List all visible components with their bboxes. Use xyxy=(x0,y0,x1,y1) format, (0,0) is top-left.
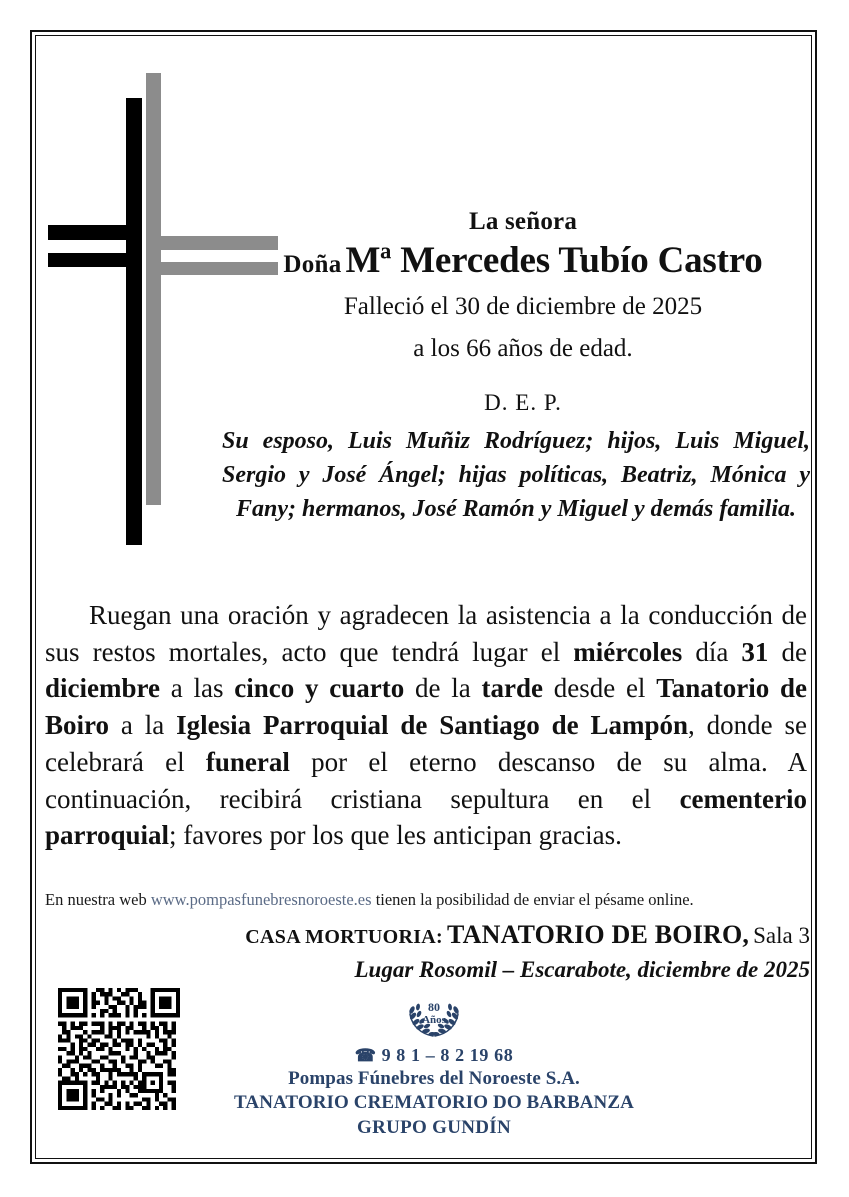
logo-word: Años xyxy=(422,1014,446,1026)
body-part-7: a la xyxy=(109,710,177,741)
mortuary-venue-line xyxy=(45,918,810,951)
laurel-wreath-80-years-icon xyxy=(224,988,644,1044)
phone-number: 9 8 1 – 8 2 19 68 xyxy=(381,1045,514,1065)
facility-name: TANATORIO CREMATORIO DO BARBANZA xyxy=(234,1092,634,1114)
honorific-line: La señora xyxy=(468,208,578,235)
body-part-8: , donde se celebrará el xyxy=(45,710,807,777)
rip-abbreviation: D. E. P. xyxy=(484,390,562,416)
death-date-line: Falleció el 30 de diciembre de 2025 xyxy=(343,292,703,320)
mortuary-place-date: Lugar Rosomil – Escarabote, diciembre de 2025 xyxy=(354,957,810,983)
web-text-after: tienen la posibilidad de enviar el pésame online. xyxy=(371,890,694,909)
mortuary-details xyxy=(45,918,810,985)
mortuary-room: Sala 3 xyxy=(753,923,810,948)
body-part-4: a las xyxy=(159,673,235,704)
body-daypart: tarde xyxy=(481,673,543,704)
funeral-announcement-paragraph xyxy=(45,597,807,854)
body-part-9: por el eterno descanso de su alma. A continuación, recibirá cristiana sepultura en el xyxy=(45,746,808,814)
deceased-header xyxy=(238,208,808,416)
name-prefix: Doña xyxy=(283,250,342,278)
full-name-line xyxy=(238,239,808,281)
body-origin-venue: Tanatorio de Boiro xyxy=(45,673,807,741)
qr-code-icon[interactable] xyxy=(58,988,180,1110)
mortuary-venue: TANATORIO DE BOIRO, xyxy=(447,920,750,949)
group-name: GRUPO GUNDÍN xyxy=(356,1116,511,1138)
body-service: funeral xyxy=(205,746,290,777)
company-name: Pompas Fúnebres del Noroeste S.A. xyxy=(288,1067,580,1089)
deceased-name: Mª Mercedes Tubío Castro xyxy=(345,239,763,281)
mortuary-label: CASA MORTUORIA: xyxy=(245,926,443,948)
logo-number: 80 xyxy=(428,1000,440,1014)
cross-black-vertical xyxy=(126,98,142,545)
body-part-1: Ruegan una oración y agradecen la asistencia a la conducción de sus restos mortales, acto que tendrá lugar el xyxy=(45,600,807,667)
age-line: a los 66 años de edad. xyxy=(413,334,633,362)
telephone-icon: ☎ xyxy=(354,1046,377,1065)
family-list: Su esposo, Luis Muñiz Rodríguez; hijos, Luis Miguel, Sergio y José Ángel; hijas políticas, Beatriz, Mónica y Fany; hermanos, José Ramón y Miguel y demás familia. xyxy=(222,428,810,523)
body-time: cinco y cuarto xyxy=(234,673,405,704)
body-part-2: día xyxy=(682,636,742,667)
website-url-link[interactable]: www.pompasfunebresnoroeste.es xyxy=(150,890,372,909)
web-text-before: En nuestra web xyxy=(45,890,151,909)
body-church: Iglesia Parroquial de Santiago de Lampón xyxy=(176,710,689,741)
body-burial: cementerio parroquial xyxy=(45,783,807,851)
body-day: 31 xyxy=(741,636,769,667)
body-weekday: miércoles xyxy=(573,636,683,667)
website-condolences-line xyxy=(45,890,807,910)
christian-cross-icon xyxy=(48,60,238,560)
cross-gray-vertical xyxy=(146,73,161,505)
body-part-3: de xyxy=(768,636,807,667)
body-part-6: desde el xyxy=(542,673,657,704)
body-month: diciembre xyxy=(45,673,160,704)
body-part-10: ; favores por los que les anticipan gracias. xyxy=(169,820,622,851)
phone-line xyxy=(224,1044,644,1067)
company-footer xyxy=(224,988,644,1141)
body-part-5: de la xyxy=(404,673,482,704)
